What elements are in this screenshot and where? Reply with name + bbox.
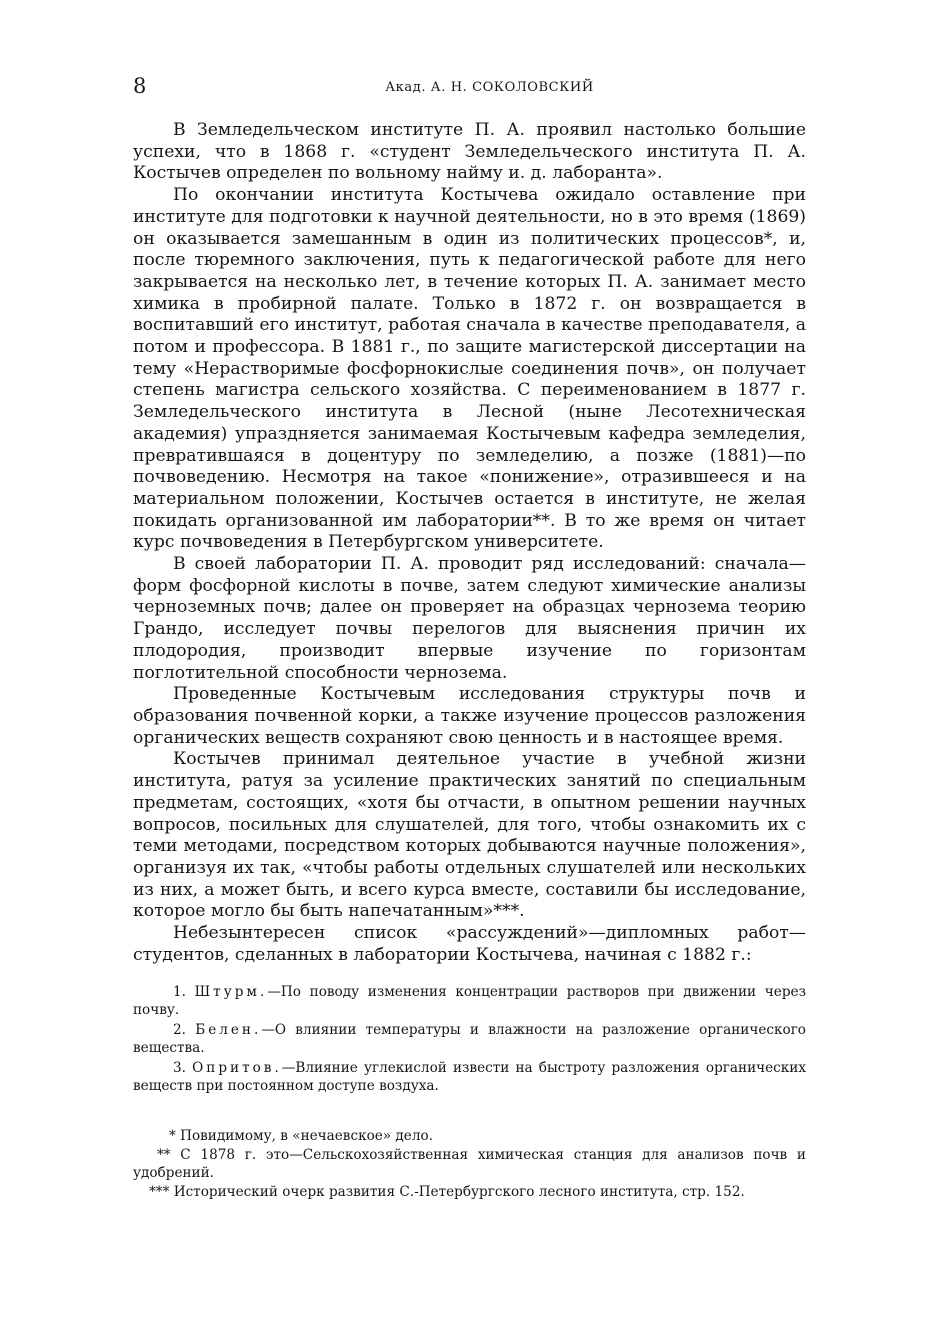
- footnotes: [133, 1127, 806, 1201]
- paragraph: В Земледельческом институте П. А. проявил настолько большие успехи, что в 1868 г. «студент Земледельческого института П. А. Костычев определен по вольному найму и. д. лаборанта».: [133, 120, 806, 184]
- paragraph: Небезынтересен список «рассуждений»—дипломных работ—студентов, сделанных в лаборатории Костычева, начиная с 1882 г.:: [133, 923, 806, 965]
- list-item-number: 3.: [173, 1060, 186, 1077]
- list-item-author: Белен.: [195, 1022, 262, 1039]
- paragraph: Проведенные Костычевым исследования структуры почв и образования почвенной корки, а также изучение процессов разложения органических веществ сохраняют свою ценность и в настоящее время.: [133, 684, 806, 748]
- main-text: [133, 120, 806, 966]
- footnote: * Повидимому, в «нечаевское» дело.: [169, 1128, 433, 1145]
- book-page: [133, 72, 806, 1201]
- footnote: ** С 1878 г. это—Сельскохозяйственная химическая станция для анализов почв и удобрений.: [133, 1146, 806, 1182]
- list-item: [133, 983, 806, 1019]
- footnote: *** Исторический очерк развития С.-Петербургского лесного института, стр. 152.: [149, 1183, 745, 1200]
- diploma-works-list: [133, 983, 806, 1095]
- list-item: [133, 1021, 806, 1057]
- list-item-author: Штурм.: [194, 984, 268, 1001]
- list-item-number: 1.: [173, 984, 186, 1001]
- paragraph: Костычев принимал деятельное участие в учебной жизни института, ратуя за усиление практических занятий по специальным предметам, состоящих, «хотя бы отчасти, в опытном решении научных вопросов, посильных для слушателей, для того, чтобы ознакомить их с теми методами, посредством которых добываются научные положения», организуя их так, «чтобы работы отдельных слушателей или нескольких из них, а может быть, и всего курса вместе, составили бы исследование, которое могло бы быть напечатанным»***.: [133, 749, 806, 922]
- list-item-author: Опритов.: [192, 1060, 282, 1077]
- paragraph: В своей лаборатории П. А. проводит ряд исследований: сначала—форм фосфорной кислоты в почве, затем следуют химические анализы черноземных почв; далее он проверяет на образцах чернозема теорию Грандо, исследует почвы перелогов для выяснения причин их плодородия, производит впервые изучение по горизонтам поглотительной способности чернозема.: [133, 554, 806, 683]
- running-title: Акад. А. Н. СОКОЛОВСКИЙ: [385, 80, 594, 95]
- paragraph: По окончании института Костычева ожидало оставление при институте для подготовки к научной деятельности, но в это время (1869) он оказывается замешанным в один из политических процессов*, и, после тюремного заключения, путь к педагогической работе для него закрывается на несколько лет, в течение которых П. А. занимает место химика в пробирной палате. Только в 1872 г. он возвращается в воспитавший его институт, работая сначала в качестве преподавателя, а потом и профессора. В 1881 г., по защите магистерской диссертации на тему «Нерастворимые фосфорнокислые соединения почв», он получает степень магистра сельского хозяйства. С переименованием в 1877 г. Земледельческого института в Лесной (ныне Лесотехническая академия) упраздняется занимаемая Костычевым кафедра земледелия, превратившаяся в доцентуру по земледелию, а позже (1881)—по почвоведению. Несмотря на такое «понижение», отразившееся и на материальном положении, Костычев остается в институте, не желая покидать организованной им лаборатории**. В то же время он читает курс почвоведения в Петербургском университете.: [133, 185, 807, 553]
- list-item-title: —Влияние углекислой извести на быстроту разложения органических веществ при постоянном доступе воздуха.: [133, 1060, 806, 1095]
- page-number: 8: [133, 74, 147, 98]
- list-item-title: —О влиянии температуры и влажности на разложение органического вещества.: [133, 1022, 806, 1057]
- list-item-number: 2.: [173, 1022, 186, 1039]
- list-item-title: —По поводу изменения концентрации растворов при движении через почву.: [133, 984, 806, 1019]
- list-item: [133, 1059, 806, 1095]
- page-header: [133, 72, 806, 102]
